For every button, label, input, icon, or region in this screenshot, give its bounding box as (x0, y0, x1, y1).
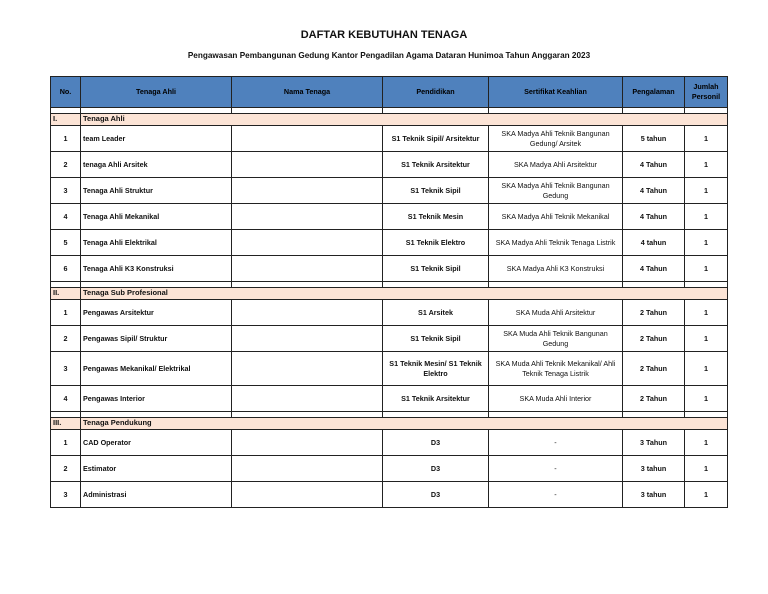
personnel-count-cell: 1 (685, 430, 728, 456)
experience-cell: 2 Tahun (623, 326, 685, 352)
table-row (51, 482, 728, 508)
experience-cell: 4 Tahun (623, 152, 685, 178)
experience-cell: 2 Tahun (623, 386, 685, 412)
section-row (51, 114, 728, 126)
certificate-cell: SKA Madya Ahli Arsitektur (489, 152, 623, 178)
name-cell (232, 386, 383, 412)
section-row (51, 418, 728, 430)
table-row (51, 456, 728, 482)
name-cell (232, 300, 383, 326)
personnel-count-cell: 1 (685, 456, 728, 482)
section-name: Tenaga Ahli (81, 114, 728, 126)
role-cell: Administrasi (81, 482, 232, 508)
table-row (51, 126, 728, 152)
certificate-cell: SKA Muda Ahli Teknik Mekanikal/ Ahli Teknik Tenaga Listrik (489, 352, 623, 386)
section-numeral: II. (51, 288, 81, 300)
row-number: 1 (51, 300, 81, 326)
experience-cell: 3 tahun (623, 456, 685, 482)
section-row (51, 288, 728, 300)
row-number: 4 (51, 386, 81, 412)
certificate-cell: SKA Madya Ahli Teknik Tenaga Listrik (489, 230, 623, 256)
table-row (51, 178, 728, 204)
name-cell (232, 204, 383, 230)
role-cell: Tenaga Ahli Mekanikal (81, 204, 232, 230)
row-number: 3 (51, 352, 81, 386)
education-cell: S1 Teknik Sipil/ Arsitektur (383, 126, 489, 152)
experience-cell: 4 tahun (623, 230, 685, 256)
role-cell: Pengawas Sipil/ Struktur (81, 326, 232, 352)
row-number: 6 (51, 256, 81, 282)
certificate-cell: SKA Muda Ahli Teknik Bangunan Gedung (489, 326, 623, 352)
experience-cell: 4 Tahun (623, 178, 685, 204)
certificate-cell: SKA Madya Ahli Teknik Bangunan Gedung (489, 178, 623, 204)
personnel-count-cell: 1 (685, 482, 728, 508)
header-pendidikan: Pendidikan (383, 77, 489, 108)
education-cell: S1 Teknik Sipil (383, 256, 489, 282)
table-row (51, 352, 728, 386)
row-number: 1 (51, 430, 81, 456)
experience-cell: 3 Tahun (623, 430, 685, 456)
experience-cell: 2 Tahun (623, 300, 685, 326)
name-cell (232, 178, 383, 204)
table-row (51, 300, 728, 326)
personnel-count-cell: 1 (685, 152, 728, 178)
name-cell (232, 482, 383, 508)
name-cell (232, 352, 383, 386)
role-cell: Pengawas Mekanikal/ Elektrikal (81, 352, 232, 386)
table-row (51, 256, 728, 282)
education-cell: S1 Teknik Sipil (383, 178, 489, 204)
role-cell: Tenaga Ahli Struktur (81, 178, 232, 204)
header-sertifikat: Sertifikat Keahlian (489, 77, 623, 108)
header-jumlah: Jumlah Personil (685, 77, 728, 108)
education-cell: D3 (383, 456, 489, 482)
experience-cell: 5 tahun (623, 126, 685, 152)
personnel-count-cell: 1 (685, 204, 728, 230)
section-numeral: III. (51, 418, 81, 430)
row-number: 2 (51, 326, 81, 352)
section-name: Tenaga Sub Profesional (81, 288, 728, 300)
personnel-count-cell: 1 (685, 300, 728, 326)
education-cell: D3 (383, 482, 489, 508)
role-cell: Tenaga Ahli Elektrikal (81, 230, 232, 256)
education-cell: S1 Teknik Arsitektur (383, 152, 489, 178)
personnel-count-cell: 1 (685, 386, 728, 412)
role-cell: Pengawas Interior (81, 386, 232, 412)
row-number: 1 (51, 126, 81, 152)
experience-cell: 4 Tahun (623, 256, 685, 282)
personnel-count-cell: 1 (685, 326, 728, 352)
header-nama-tenaga: Nama Tenaga (232, 77, 383, 108)
role-cell: CAD Operator (81, 430, 232, 456)
table-row (51, 204, 728, 230)
name-cell (232, 126, 383, 152)
name-cell (232, 326, 383, 352)
personnel-count-cell: 1 (685, 230, 728, 256)
name-cell (232, 456, 383, 482)
row-number: 3 (51, 482, 81, 508)
experience-cell: 4 Tahun (623, 204, 685, 230)
page-title: DAFTAR KEBUTUHAN TENAGA (300, 29, 468, 41)
certificate-cell: SKA Madya Ahli Teknik Mekanikal (489, 204, 623, 230)
certificate-cell: SKA Muda Ahli Interior (489, 386, 623, 412)
table-row (51, 152, 728, 178)
table-row (51, 430, 728, 456)
personnel-count-cell: 1 (685, 256, 728, 282)
certificate-cell: - (489, 430, 623, 456)
table-header-row (51, 77, 728, 108)
row-number: 3 (51, 178, 81, 204)
certificate-cell: - (489, 456, 623, 482)
education-cell: S1 Teknik Mesin/ S1 Teknik Elektro (383, 352, 489, 386)
education-cell: S1 Teknik Mesin (383, 204, 489, 230)
personnel-count-cell: 1 (685, 352, 728, 386)
role-cell: team Leader (81, 126, 232, 152)
page-subtitle: Pengawasan Pembangunan Gedung Kantor Pengadilan Agama Dataran Hunimoa Tahun Anggaran 2023 (187, 51, 591, 60)
education-cell: D3 (383, 430, 489, 456)
education-cell: S1 Teknik Sipil (383, 326, 489, 352)
education-cell: S1 Teknik Arsitektur (383, 386, 489, 412)
experience-cell: 3 tahun (623, 482, 685, 508)
role-cell: tenaga Ahli Arsitek (81, 152, 232, 178)
row-number: 5 (51, 230, 81, 256)
role-cell: Estimator (81, 456, 232, 482)
header-no: No. (51, 77, 81, 108)
name-cell (232, 430, 383, 456)
certificate-cell: - (489, 482, 623, 508)
experience-cell: 2 Tahun (623, 352, 685, 386)
table-row (51, 326, 728, 352)
role-cell: Tenaga Ahli K3 Konstruksi (81, 256, 232, 282)
name-cell (232, 230, 383, 256)
header-pengalaman: Pengalaman (623, 77, 685, 108)
certificate-cell: SKA Muda Ahli Arsitektur (489, 300, 623, 326)
certificate-cell: SKA Madya Ahli K3 Konstruksi (489, 256, 623, 282)
table-row (51, 386, 728, 412)
education-cell: S1 Arsitek (383, 300, 489, 326)
header-tenaga-ahli: Tenaga Ahli (81, 77, 232, 108)
row-number: 2 (51, 152, 81, 178)
education-cell: S1 Teknik Elektro (383, 230, 489, 256)
row-number: 2 (51, 456, 81, 482)
role-cell: Pengawas Arsitektur (81, 300, 232, 326)
name-cell (232, 152, 383, 178)
name-cell (232, 256, 383, 282)
personnel-table (50, 76, 728, 508)
personnel-count-cell: 1 (685, 178, 728, 204)
row-number: 4 (51, 204, 81, 230)
section-numeral: I. (51, 114, 81, 126)
certificate-cell: SKA Madya Ahli Teknik Bangunan Gedung/ Arsitek (489, 126, 623, 152)
section-name: Tenaga Pendukung (81, 418, 728, 430)
personnel-count-cell: 1 (685, 126, 728, 152)
table-row (51, 230, 728, 256)
